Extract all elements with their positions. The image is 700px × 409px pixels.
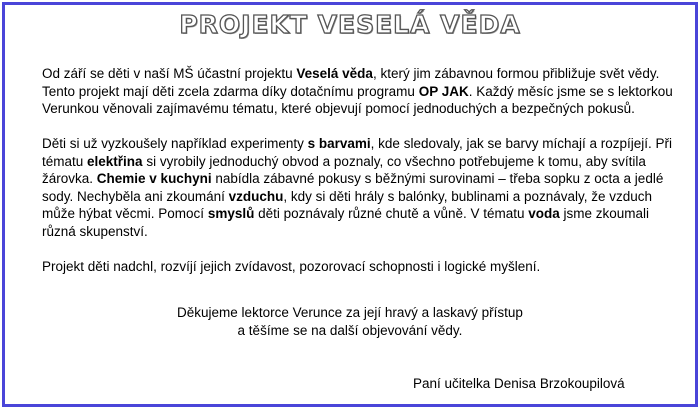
text-run: , kde sledovaly, jak se barvy míchají a rozpíjejí. Při tématu [42, 136, 673, 169]
summary-paragraph: Projekt děti nadchl, rozvíjí jejich zvídavost, pozorovací schopnosti i logické myšlení. [42, 258, 541, 274]
bold-term: Veselá věda [296, 66, 373, 81]
article-body [42, 65, 682, 275]
bold-term: OP JAK [418, 83, 469, 99]
text-run: si vyrobily jednoduchý obvod a poznaly, co všechno potřebujeme k tomu, aby svítila žárovka. [42, 153, 646, 186]
experiments-paragraph [42, 135, 682, 240]
bold-term: vzduchu [228, 188, 284, 204]
page-title: PROJEKT VESELÁ VĚDA [179, 10, 521, 39]
thanks-line-2: a těšíme se na další objevování vědy. [237, 323, 463, 338]
bold-term: elektřina [87, 153, 143, 169]
text-run: jsme zkoumali různá skupenství. [42, 206, 650, 239]
bold-term: voda [528, 206, 560, 221]
thanks-line-1: Děkujeme lektorce Verunce za její hravý a laskavý přístup [177, 305, 523, 320]
document-frame [2, 2, 698, 407]
text-run: děti poznávaly různé chutě a vůně. V tématu [254, 206, 529, 221]
bold-term: smyslů [207, 206, 255, 221]
text-run: Děti si už vyzkoušely například experimenty [42, 136, 308, 151]
bold-term: s barvami [307, 136, 371, 151]
text-run: , kdy si děti hrály s balónky, bublinami a poznávaly, že vzduch může hýbat věcmi. Pomocí [42, 188, 653, 221]
text-run: Od září se děti v naší MŠ účastní projektu [42, 66, 297, 81]
signature: Paní učitelka Denisa Brzokoupilová [413, 376, 625, 391]
bold-term: Chemie v kuchyni [96, 171, 212, 186]
text-run: . Každý měsíc jsme se s lektorkou Verunkou věnovali zajímavému tématu, které objevují pomocí jednoduchých a bezpečných pokusů. [42, 83, 673, 116]
intro-paragraph [42, 65, 682, 118]
text-run: , který jim zábavnou formou přibližuje svět vědy. Tento projekt mají děti zcela zdarma díky dotačnímu programu [42, 66, 660, 99]
thanks-block [5, 304, 695, 340]
text-run: nabídla zábavné pokusy s běžnými surovinami – třeba sopku z octa a jedlé sody. Nechyběla ani zkoumání [42, 171, 664, 204]
